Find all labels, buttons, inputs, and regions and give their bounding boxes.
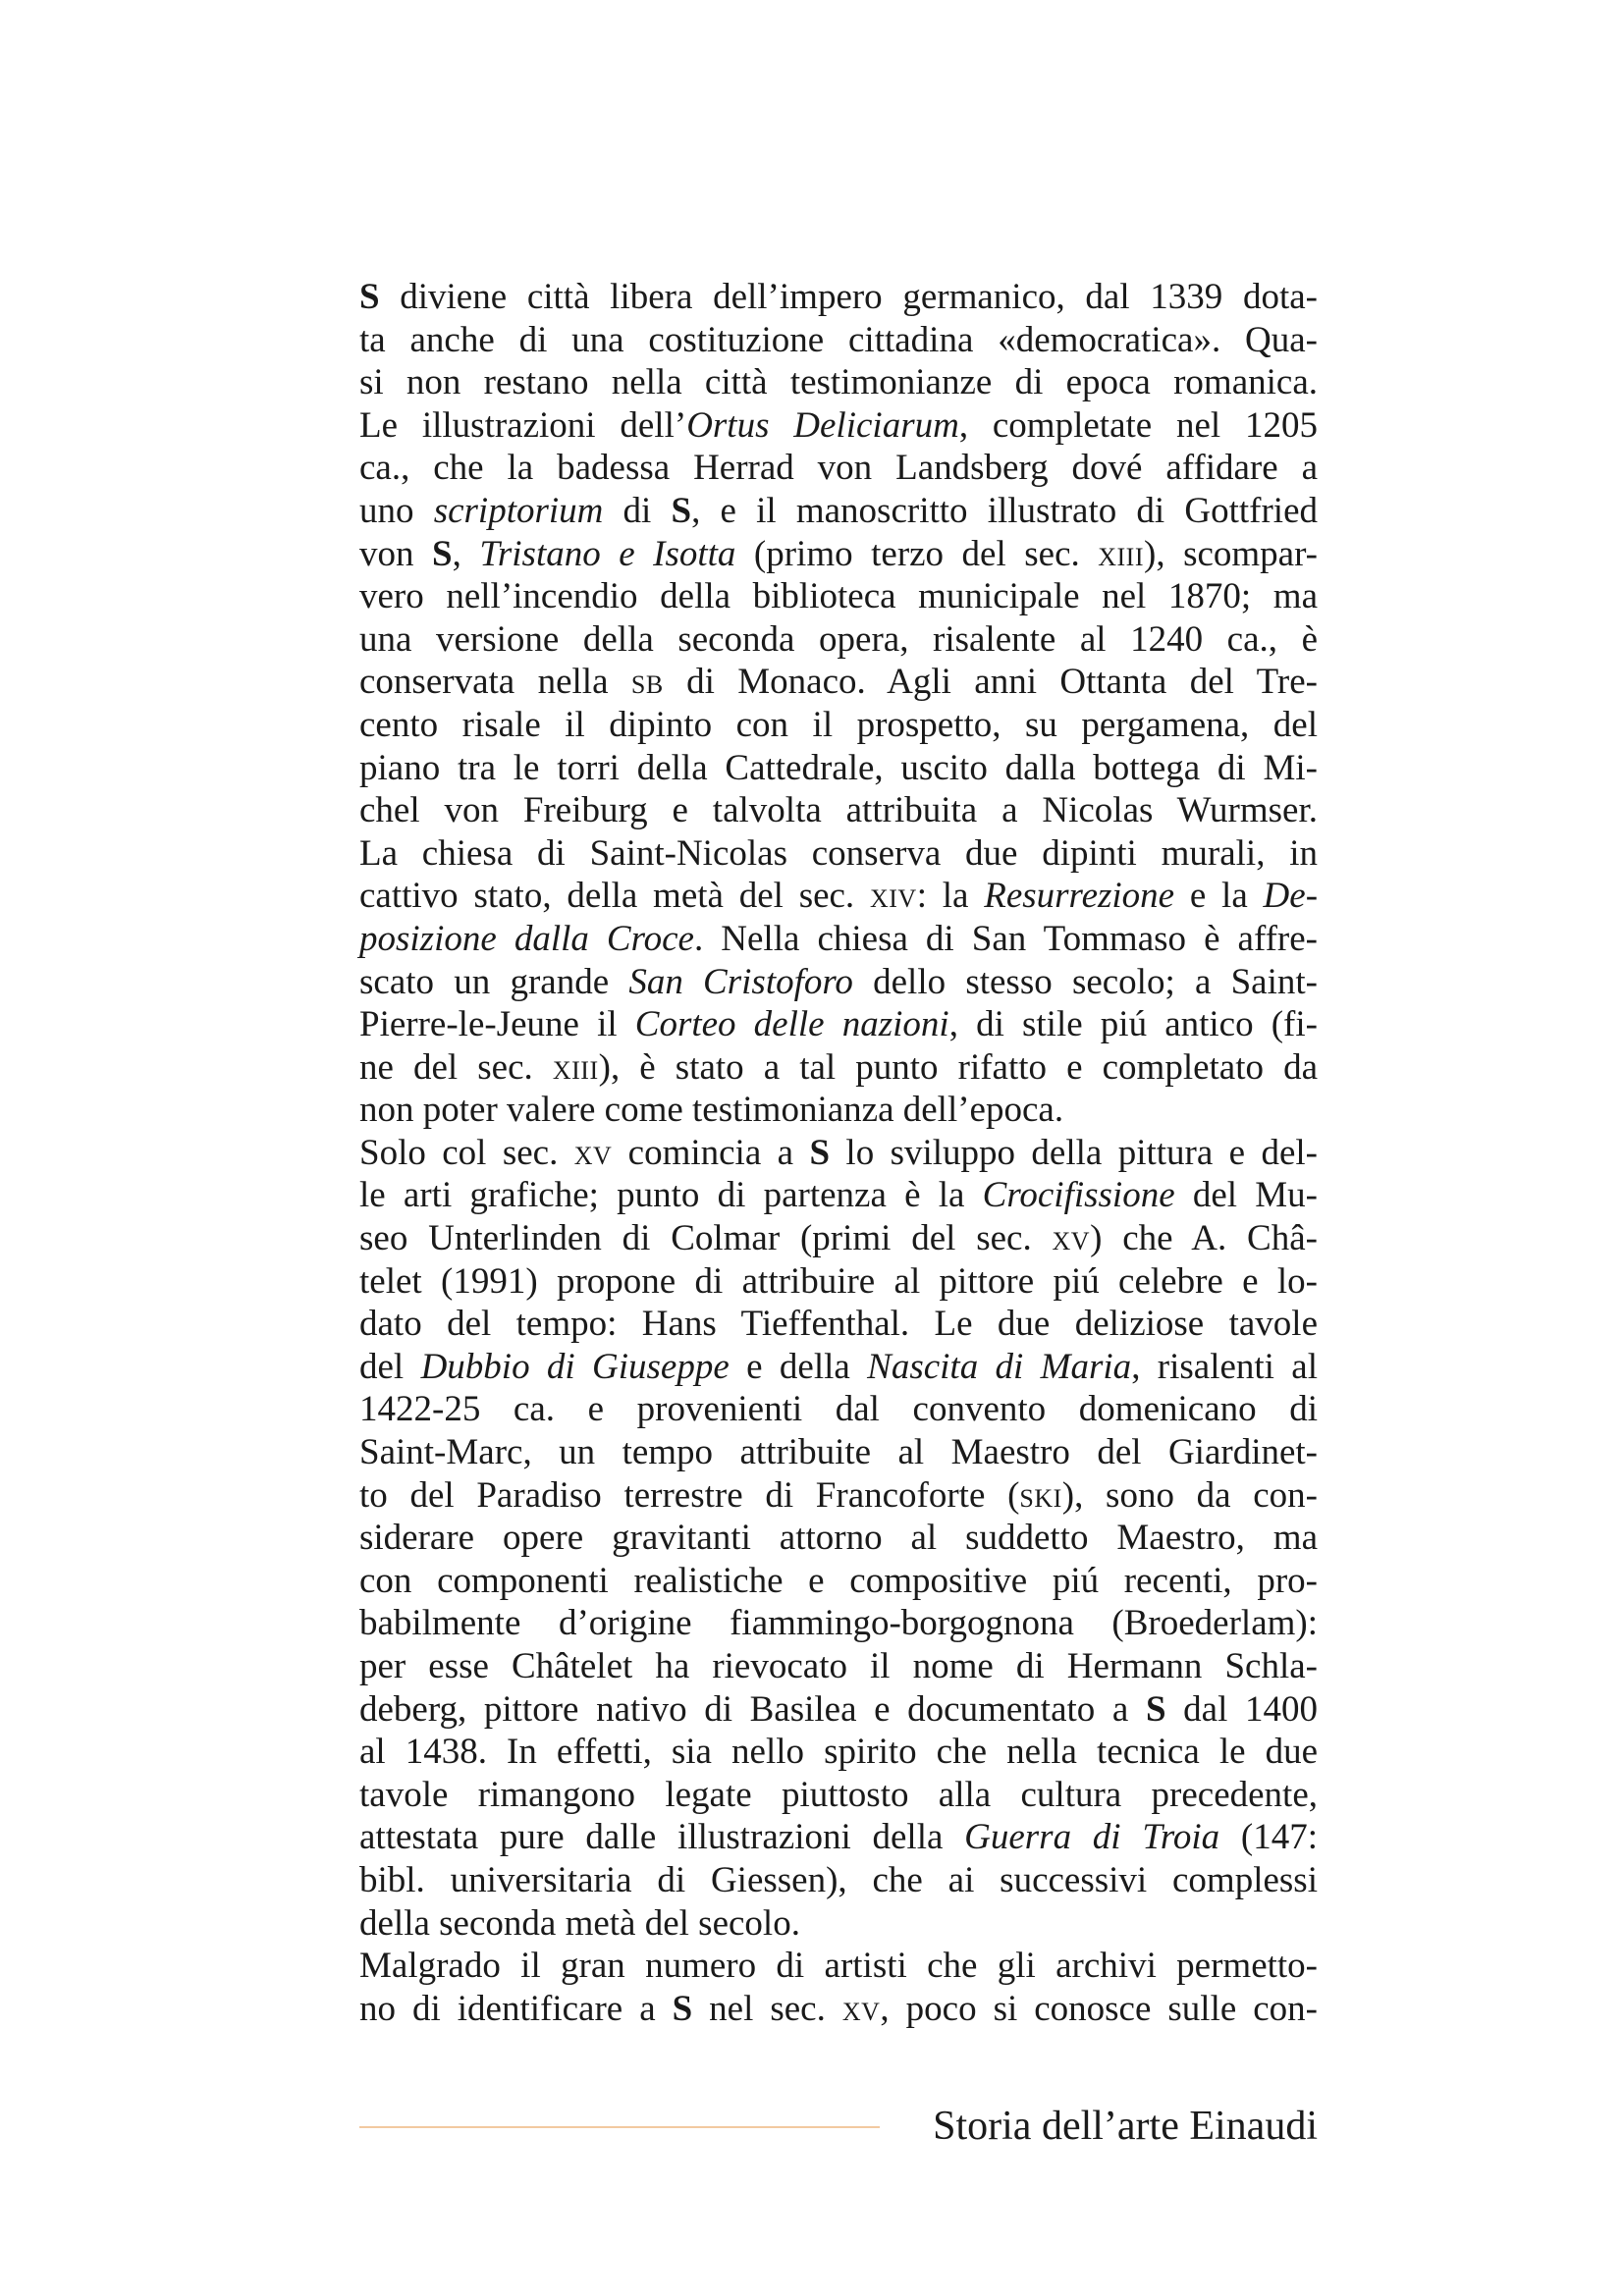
text-run: xiii [1098,533,1145,574]
text-run: piano tra le torri della Cattedrale, uscito dalla bottega di Mi- [359,747,1318,788]
text-line [359,319,1318,362]
text-run: scriptorium [433,490,604,531]
text-run: xiv [869,876,917,917]
text-line [359,533,1318,576]
text-run: di Monaco. Agli anni Ottanta del Tre- [663,662,1318,703]
text-run: e la [1174,876,1264,917]
text-run: S [1145,1688,1166,1730]
text-line [359,918,1318,961]
text-run: Pierre-le-Jeune il [359,1004,635,1045]
text-line [359,276,1318,319]
text-run: scato un grande [359,961,629,1002]
text-run: xv [573,1132,613,1173]
text-run: deberg, pittore nativo di Basilea e documentato a [359,1688,1146,1730]
text-run: (147: [1219,1817,1318,1858]
text-run: , poco si conosce sulle con- [880,1988,1318,2029]
text-run: Ortus Deliciarum [686,404,959,446]
text-run: ski [1019,1474,1062,1516]
text-run: Nascita di Maria [867,1346,1132,1387]
text-run: Le illustrazioni dell’ [359,404,687,446]
text-line [359,1560,1318,1603]
text-run: ), è stato a tal punto rifatto e completato da [598,1046,1318,1088]
text-run: S [432,533,453,574]
text-line [359,1132,1318,1175]
text-run: , di stile piú antico (fi- [948,1004,1318,1045]
text-line [359,1388,1318,1431]
text-line [359,1988,1318,2031]
text-run: La chiesa di Saint-Nicolas conserva due dipinti murali, in [359,832,1318,874]
text-line [359,361,1318,404]
text-run: ), sono da con- [1061,1474,1318,1516]
text-run: Tristano e Isotta [479,533,736,574]
text-run: S [672,1988,693,2029]
text-line [359,1346,1318,1389]
text-run: De- [1263,876,1319,917]
text-run: Corteo delle nazioni [634,1004,949,1045]
text-run: sb [630,662,664,703]
text-run: Solo col sec. [359,1132,574,1173]
text-run: nel sec. [692,1988,842,2029]
text-line [359,404,1318,448]
text-run: comincia a [612,1132,810,1173]
text-run: e della [729,1346,868,1387]
text-line [359,1260,1318,1304]
text-line [359,490,1318,533]
text-run: S [809,1132,831,1173]
text-run: dal 1400 [1165,1688,1319,1730]
text-run: una versione della seconda opera, risalente al 1240 ca., è [359,618,1318,660]
text-run: ta anche di una costituzione cittadina «democratica». Qua- [359,319,1318,360]
text-line [359,1089,1318,1132]
body-text [359,276,1318,2030]
text-run: xv [1052,1218,1091,1259]
text-line [359,447,1318,490]
text-run: , e il manoscritto illustrato di Gottfried [691,490,1319,531]
text-run: to del Paradiso terrestre di Francoforte ( [359,1474,1020,1516]
text-run: con componenti realistiche e compositive piú recenti, pro- [359,1560,1318,1601]
text-run: , risalenti al [1131,1346,1319,1387]
text-run: lo sviluppo della pittura e del- [830,1132,1318,1173]
text-run: non poter valere come testimonianza dell’epoca. [359,1090,1064,1131]
text-run: bibl. universitaria di Giessen), che ai successivi complessi [359,1859,1318,1900]
text-line [359,789,1318,832]
text-line [359,1945,1318,1988]
text-run: von [359,533,432,574]
text-line [359,1303,1318,1346]
text-run: , [452,533,480,574]
text-run: posizione dalla Croce [359,918,694,959]
text-line [359,661,1318,704]
text-run: babilmente d’origine fiammingo-borgognona (Broederlam): [359,1603,1318,1644]
text-run: (primo terzo del sec. [735,533,1099,574]
text-run: cento risale il dipinto con il prospetto, su pergamena, del [359,704,1318,745]
text-run: Dubbio di Giuseppe [420,1346,730,1387]
text-line [359,1474,1318,1518]
text-run: xiii [552,1046,599,1088]
text-run: telet (1991) propone di attribuire al pittore piú celebre e lo- [359,1260,1318,1302]
text-run: S [671,490,692,531]
text-run: chel von Freiburg e talvolta attribuita a Nicolas Wurmser. [359,790,1318,831]
text-run: ) che A. Châ- [1090,1218,1318,1259]
text-run: uno [359,490,434,531]
text-run: della seconda metà del secolo. [359,1902,800,1944]
text-line [359,875,1318,918]
text-run: S [359,277,380,317]
footer-title: Storia dell’arte Einaudi [933,2104,1318,2149]
text-line [359,1731,1318,1774]
text-run: Crocifissione [982,1175,1175,1216]
text-run: diviene città libera dell’impero germanico, dal 1339 dota- [379,277,1318,317]
page-footer [359,2097,1318,2156]
text-line [359,575,1318,618]
text-run: di [603,490,672,531]
text-line [359,1003,1318,1046]
footer-rule [359,2126,880,2128]
text-run: tavole rimangono legate piuttosto alla cultura precedente, [359,1774,1318,1815]
text-line [359,618,1318,662]
text-run: al 1438. In effetti, sia nello spirito che nella tecnica le due [359,1732,1318,1773]
text-run: per esse Châtelet ha rievocato il nome di Hermann Schla- [359,1646,1318,1686]
text-run: vero nell’incendio della biblioteca municipale nel 1870; ma [359,576,1318,617]
text-line [359,1431,1318,1474]
text-run: ne del sec. [359,1046,553,1088]
text-run: cattivo stato, della metà del sec. [359,876,870,917]
text-run: . Nella chiesa di San Tommaso è affre- [693,918,1319,959]
text-run: : la [916,876,985,917]
text-run: San Cristoforo [628,961,853,1002]
text-run: Resurrezione [984,876,1175,917]
text-run: del [359,1346,421,1387]
text-line [359,1816,1318,1859]
text-run: le arti grafiche; punto di partenza è la [359,1175,983,1216]
text-run: ), scompar- [1144,533,1319,574]
text-run: conservata nella [359,662,631,703]
text-line [359,1688,1318,1732]
text-run: siderare opere gravitanti attorno al suddetto Maestro, ma [359,1518,1318,1559]
text-line [359,1645,1318,1688]
text-line [359,832,1318,876]
text-run: , completate nel 1205 [958,404,1319,446]
text-line [359,1859,1318,1902]
text-run: dello stesso secolo; a Saint- [852,961,1318,1002]
text-line [359,747,1318,790]
text-run: Malgrado il gran numero di artisti che gli archivi permetto- [359,1946,1318,1987]
text-line [359,704,1318,747]
text-run: ca., che la badessa Herrad von Landsberg dové affidare a [359,448,1318,489]
text-run: dato del tempo: Hans Tieffenthal. Le due deliziose tavole [359,1304,1318,1345]
text-run: 1422-25 ca. e provenienti dal convento domenicano di [359,1389,1318,1430]
text-line [359,1902,1318,1946]
text-run: si non restano nella città testimonianze di epoca romanica. [359,362,1318,403]
text-line [359,1774,1318,1817]
text-run: seo Unterlinden di Colmar (primi del sec. [359,1218,1053,1259]
text-line [359,1517,1318,1560]
text-line [359,961,1318,1004]
text-line [359,1602,1318,1645]
text-run: attestata pure dalle illustrazioni della [359,1817,965,1858]
text-line [359,1217,1318,1260]
text-run: Saint-Marc, un tempo attribuite al Maestro del Giardinet- [359,1432,1318,1473]
text-line [359,1046,1318,1090]
text-line [359,1174,1318,1217]
text-run: xv [841,1988,881,2029]
text-run: del Mu- [1174,1175,1318,1216]
text-run: Guerra di Troia [964,1817,1220,1858]
text-run: no di identificare a [359,1988,673,2029]
